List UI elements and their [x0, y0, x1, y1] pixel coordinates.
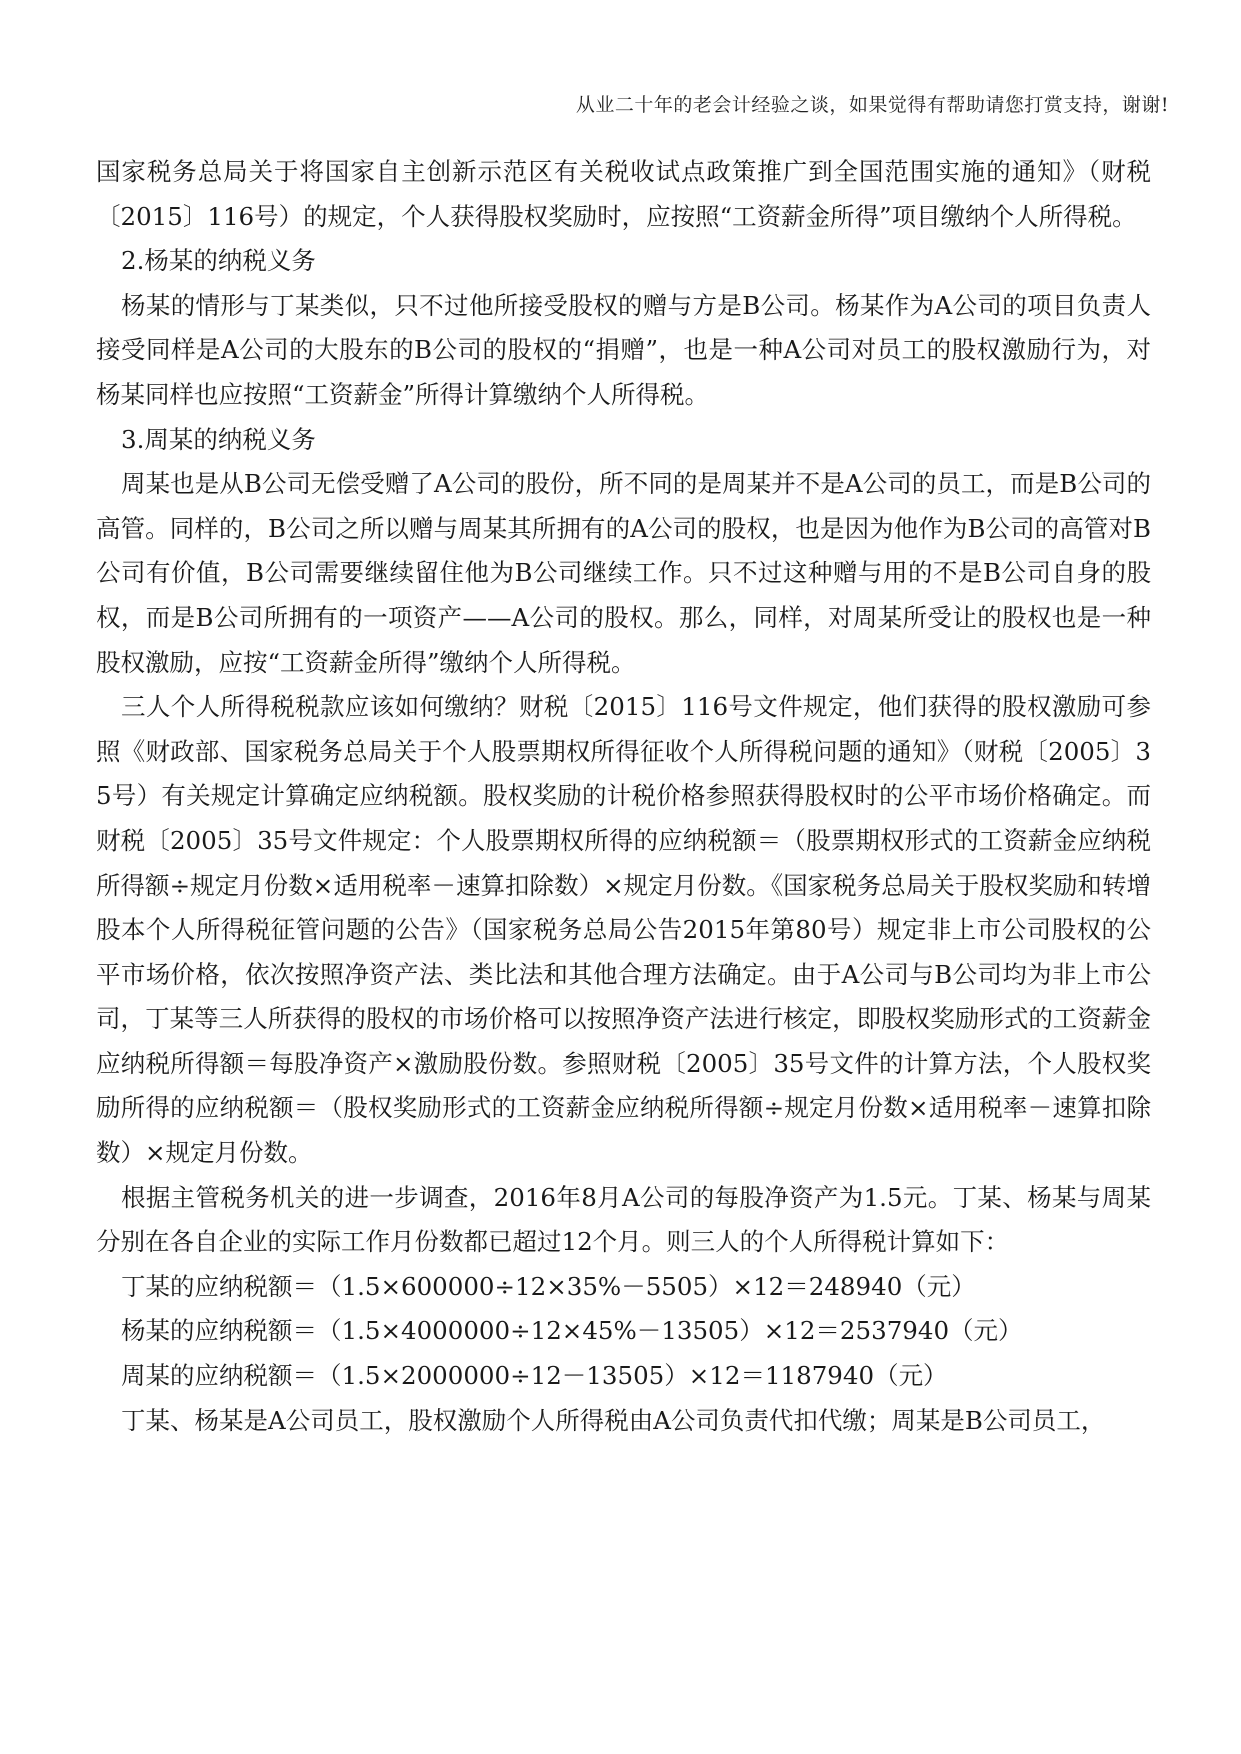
section-heading-yang: 2.杨某的纳税义务 [121, 246, 316, 276]
paragraph-policy-reference: 国家税务总局关于将国家自主创新示范区有关税收试点政策推广到全国范围实施的通知》（财税〔2015〕116号）的规定，个人获得股权奖励时，应按照“工资薪金所得”项目缴纳个人所得税。 [96, 157, 1151, 231]
paragraph-withholding: 丁某、杨某是A公司员工，股权激励个人所得税由A公司负责代扣代缴；周某是B公司员工， [121, 1405, 1106, 1435]
body-text [96, 150, 1151, 1443]
paragraph-tax-method: 三人个人所得税税款应该如何缴纳？财税〔2015〕116号文件规定，他们获得的股权激励可参照《财政部、国家税务总局关于个人股票期权所得征收个人所得税问题的通知》（财税〔2005〕35号）有关规定计算确定应纳税额。股权奖励的计税价格参照获得股权时的公平市场价格确定。而财税〔2005〕35号文件规定：个人股票期权所得的应纳税额＝（股票期权形式的工资薪金应纳税所得额÷规定月份数×适用税率－速算扣除数）×规定月份数。《国家税务总局关于股权奖励和转增股本个人所得税征管问题的公告》（国家税务总局公告2015年第80号）规定非上市公司股权的公平市场价格，依次按照净资产法、类比法和其他合理方法确定。由于A公司与B公司均为非上市公司，丁某等三人所获得的股权的市场价格可以按照净资产法进行核定，即股权奖励形式的工资薪金应纳税所得额＝每股净资产×激励股份数。参照财税〔2005〕35号文件的计算方法，个人股权奖励所得的应纳税额＝（股权奖励形式的工资薪金应纳税所得额÷规定月份数×适用税率－速算扣除数）×规定月份数。 [96, 692, 1151, 1168]
calc-line-yang: 杨某的应纳税额＝（1.5×4000000÷12×45%－13505）×12＝2537940（元） [121, 1316, 1023, 1346]
paragraph-investigation: 根据主管税务机关的进一步调查，2016年8月A公司的每股净资产为1.5元。丁某、杨某与周某分别在各自企业的实际工作月份数都已超过12个月。则三人的个人所得税计算如下： [96, 1182, 1151, 1257]
calc-line-ding: 丁某的应纳税额＝（1.5×600000÷12×35%－5505）×12＝248940（元） [121, 1271, 976, 1301]
paragraph-yang-obligation: 杨某的情形与丁某类似，只不过他所接受股权的赠与方是B公司。杨某作为A公司的项目负责人接受同样是A公司的大股东的B公司的股权的“捐赠”，也是一种A公司对员工的股权激励行为，对杨某同样也应按照“工资薪金”所得计算缴纳个人所得税。 [96, 290, 1151, 409]
paragraph-zhou-obligation: 周某也是从B公司无偿受赠了A公司的股份，所不同的是周某并不是A公司的员工，而是B公司的高管。同样的，B公司之所以赠与周某其所拥有的A公司的股权，也是因为他作为B公司的高管对B公司有价值，B公司需要继续留住他为B公司继续工作。只不过这种赠与用的不是B公司自身的股权，而是B公司所拥有的一项资产——A公司的股权。那么，同样，对周某所受让的股权也是一种股权激励，应按“工资薪金所得”缴纳个人所得税。 [96, 469, 1151, 677]
section-heading-zhou: 3.周某的纳税义务 [121, 424, 316, 454]
header-note: 从业二十年的老会计经验之谈，如果觉得有帮助请您打赏支持，谢谢! [575, 94, 1169, 116]
calc-line-zhou: 周某的应纳税额＝（1.5×2000000÷12－13505）×12＝1187940（元） [121, 1361, 948, 1391]
